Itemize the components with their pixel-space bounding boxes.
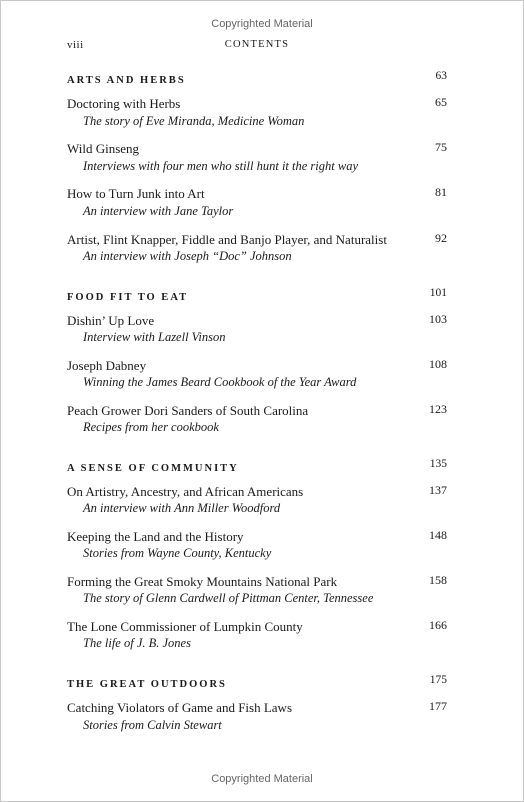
entry-title: On Artistry, Ancestry, and African Americans [67, 484, 304, 499]
entry-subtitle: Stories from Wayne County, Kentucky [83, 546, 272, 560]
entry-subtitle: The story of Glenn Cardwell of Pittman Center, Tennessee [83, 591, 374, 605]
page-folio: viii [67, 39, 84, 51]
page-number: 166 [429, 618, 447, 632]
toc-entry [67, 699, 447, 717]
entry-subtitle: Interview with Lazell Vinson [83, 330, 226, 344]
page-number: 65 [435, 95, 447, 109]
page-number: 101 [429, 287, 447, 299]
entry-title: Dishin’ Up Love [67, 313, 155, 328]
toc-section-heading [67, 458, 447, 476]
entry-subtitle: An interview with Ann Miller Woodford [83, 501, 281, 515]
entry-subtitle: The life of J. B. Jones [83, 636, 191, 650]
entry-subtitle: Recipes from her cookbook [83, 420, 219, 434]
entry-title: Keeping the Land and the History [67, 529, 244, 544]
page-number: 75 [435, 140, 447, 154]
watermark-bottom: Copyrighted Material [211, 773, 313, 785]
toc-section-heading [67, 674, 447, 692]
page-number: 108 [429, 357, 447, 371]
toc-entry [67, 95, 447, 113]
toc-entry [67, 528, 447, 546]
page-number: 63 [435, 70, 447, 82]
entry-subtitle: The story of Eve Miranda, Medicine Woman [83, 114, 305, 128]
page-number: 123 [429, 402, 447, 416]
entry-title: The Lone Commissioner of Lumpkin County [67, 619, 303, 634]
entry-subtitle: Stories from Calvin Stewart [83, 718, 222, 732]
section-title: THE GREAT OUTDOORS [67, 679, 227, 690]
toc-entry [67, 231, 447, 249]
entry-title: Forming the Great Smoky Mountains National Park [67, 574, 338, 589]
toc-entry [67, 357, 447, 375]
watermark-top: Copyrighted Material [211, 18, 313, 30]
section-title: A SENSE OF COMMUNITY [67, 463, 239, 474]
running-head [67, 39, 447, 53]
entry-title: Doctoring with Herbs [67, 96, 181, 111]
section-title: FOOD FIT TO EAT [67, 292, 189, 303]
page-number: 158 [429, 573, 447, 587]
toc-entry [67, 140, 447, 158]
page-number: 81 [435, 185, 447, 199]
section-title: ARTS AND HERBS [67, 75, 186, 86]
entry-title: Artist, Flint Knapper, Fiddle and Banjo Player, and Naturalist [67, 232, 387, 247]
toc-section-heading [67, 287, 447, 305]
entry-subtitle: An interview with Joseph “Doc” Johnson [83, 249, 292, 263]
entry-subtitle: Winning the James Beard Cookbook of the Year Award [83, 375, 357, 389]
toc-entry [67, 312, 447, 330]
entry-subtitle: An interview with Jane Taylor [83, 204, 234, 218]
page-number: 137 [429, 483, 447, 497]
page-number: 92 [435, 231, 447, 245]
toc-entry [67, 185, 447, 203]
toc-entry [67, 402, 447, 420]
toc-entry [67, 573, 447, 591]
running-title: CONTENTS [224, 39, 290, 50]
entry-title: Wild Ginseng [67, 141, 140, 156]
page-number: 175 [429, 674, 447, 686]
toc-section-heading [67, 70, 447, 88]
entry-title: Catching Violators of Game and Fish Laws [67, 700, 292, 715]
entry-title: Joseph Dabney [67, 358, 147, 373]
entry-title: How to Turn Junk into Art [67, 186, 205, 201]
page-number: 103 [429, 312, 447, 326]
page-number: 148 [429, 528, 447, 542]
entry-title: Peach Grower Dori Sanders of South Carolina [67, 403, 309, 418]
page-number: 135 [429, 458, 447, 470]
page-number: 177 [429, 699, 447, 713]
toc-entry [67, 483, 447, 501]
entry-subtitle: Interviews with four men who still hunt it the right way [83, 159, 358, 173]
toc-entry [67, 618, 447, 636]
